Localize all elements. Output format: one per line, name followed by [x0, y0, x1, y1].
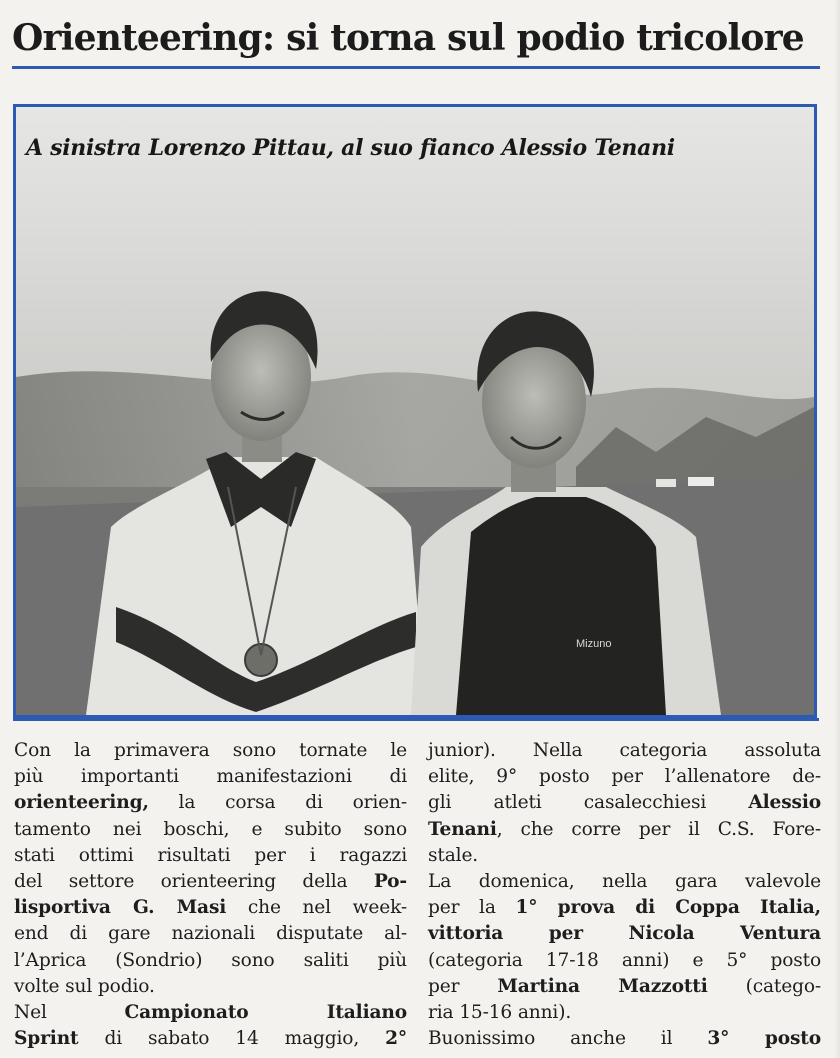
text: Con la primavera sono tornate le	[14, 740, 407, 761]
text: Buonissimo anche il	[428, 1028, 708, 1050]
article-line	[14, 1026, 407, 1052]
article-line	[14, 974, 407, 1000]
text: elite, 9° posto per l’allenatore de-	[428, 766, 821, 788]
article-line	[14, 817, 407, 843]
bold-text: Po-	[373, 871, 407, 893]
text: (catego-	[707, 975, 821, 997]
article-column-left	[14, 738, 407, 1052]
text: che nel week-	[226, 897, 407, 919]
text: La domenica, nella gara valevole	[428, 871, 821, 893]
photo-image	[16, 107, 814, 715]
article-line	[14, 895, 407, 921]
text: di sabato 14 maggio,	[78, 1028, 386, 1050]
bold-text: orienteering,	[14, 792, 149, 814]
bold-text: Alessio	[748, 792, 821, 814]
text: più importanti manifestazioni di	[14, 766, 407, 788]
article-column-right	[428, 738, 821, 1052]
bold-text: Martina Mazzotti	[497, 975, 708, 997]
text: (categoria 17-18 anni) e 5° posto	[428, 949, 821, 971]
article-line	[428, 1026, 821, 1052]
text: per	[428, 975, 498, 997]
article-line	[428, 974, 821, 1000]
bold-text: 3° posto	[707, 1028, 821, 1050]
jacket-logo: Mizuno	[576, 638, 612, 650]
article-photo	[13, 104, 817, 718]
bold-text: Campionato Italiano	[124, 1002, 407, 1024]
text: Nel	[14, 1002, 125, 1024]
article-line	[428, 1000, 821, 1026]
article-headline: Orienteering: si torna sul podio tricolore	[12, 17, 804, 59]
bold-text: 1° prova di Coppa Italia,	[515, 897, 821, 919]
article-line	[428, 843, 821, 869]
article-line	[428, 869, 821, 895]
bold-text: vittoria per Nicola Ventura	[428, 923, 821, 945]
bold-text: 2°	[385, 1028, 407, 1050]
text: tamento nei boschi, e subito sono	[14, 818, 407, 840]
text: volte sul podio.	[14, 975, 155, 997]
text: stale.	[428, 844, 479, 866]
article-line	[428, 764, 821, 790]
article-line	[428, 817, 821, 843]
text: l’Aprica (Sondrio) sono saliti più	[14, 949, 407, 971]
text: , che corre per il C.S. Fore-	[496, 818, 821, 840]
article-line	[428, 738, 821, 764]
article-line	[14, 869, 407, 895]
text: del settore orienteering della	[14, 871, 374, 893]
text: per la	[428, 897, 516, 919]
article-line	[14, 790, 407, 816]
photo-bottom-rule	[13, 718, 819, 721]
scan-edge	[834, 0, 840, 1058]
bold-text: lisportiva G. Masi	[14, 897, 227, 919]
headline-rule	[12, 66, 820, 69]
text: gli atleti casalecchiesi	[428, 792, 749, 814]
bold-text: Sprint	[14, 1028, 79, 1050]
article-line	[14, 764, 407, 790]
article-line	[428, 790, 821, 816]
text: ria 15-16 anni).	[428, 1002, 572, 1024]
text: la corsa di orien-	[148, 792, 407, 814]
article-line	[14, 948, 407, 974]
bold-text: Tenani	[428, 818, 497, 840]
photo-caption: A sinistra Lorenzo Pittau, al suo fianco Alessio Tenani	[26, 135, 675, 161]
article-line	[14, 921, 407, 947]
article-line	[14, 1000, 407, 1026]
text: junior). Nella categoria assoluta	[428, 740, 821, 761]
text: end di gare nazionali disputate al-	[14, 923, 407, 945]
article-line	[14, 738, 407, 764]
article-line	[14, 843, 407, 869]
article-line	[428, 895, 821, 921]
text: stati ottimi risultati per i ragazzi	[14, 844, 407, 866]
article-line	[428, 948, 821, 974]
article-line	[428, 921, 821, 947]
